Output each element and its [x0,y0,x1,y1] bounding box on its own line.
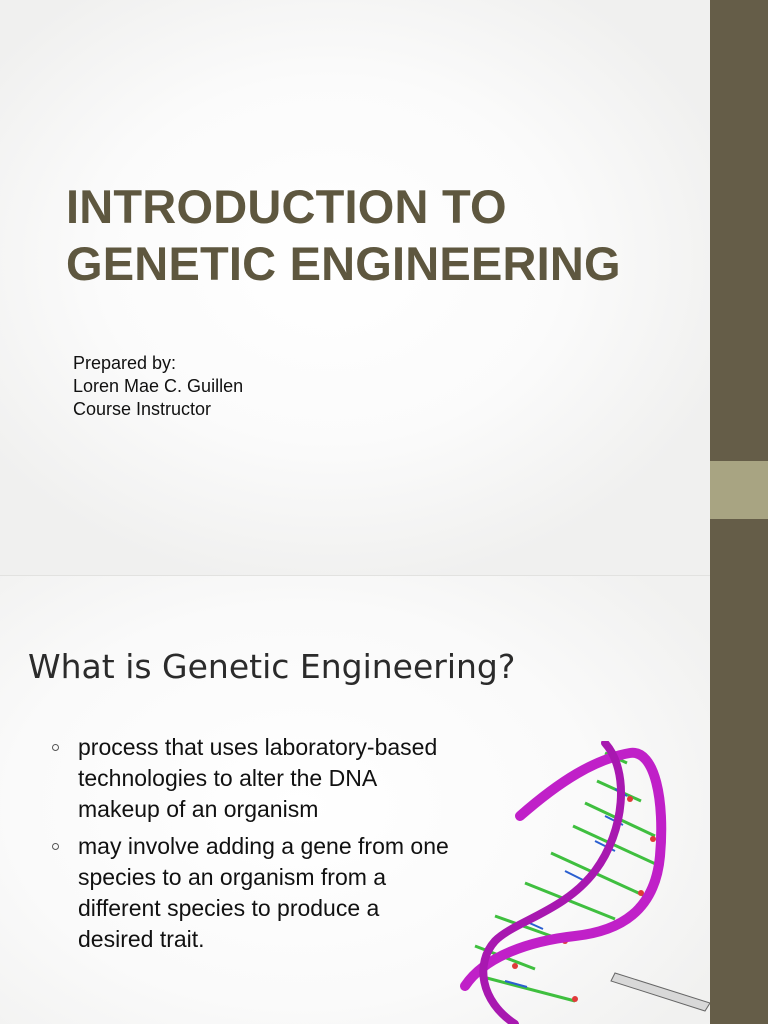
bullet-item [50,831,500,955]
bullet-circle-icon [52,843,59,850]
byline-prepared-by: Prepared by: [73,353,177,373]
slide-title [66,178,696,292]
slide-title-line-1: INTRODUCTION TO [66,180,507,233]
bullet-line: species to an organism from a [78,864,387,890]
bullet-line: different species to produce a [78,895,380,921]
content-slide-title: What is Genetic Engineering? [28,647,516,686]
dna-base-pairs [475,753,660,1001]
bullet-circle-icon [52,744,59,751]
bullet-list [50,732,500,961]
bullet-item [50,732,500,825]
bullet-line: process that uses laboratory-based [78,734,438,760]
bullet-line: may involve adding a gene from one [78,833,449,859]
dna-helix-image [455,741,710,1024]
bullet-line: technologies to alter the DNA [78,765,378,791]
dna-backbone-strand [465,753,661,986]
byline-author: Loren Mae C. Guillen [73,376,244,396]
probe-needle [611,973,710,1011]
byline-role: Course Instructor [73,399,212,419]
byline [73,352,243,421]
slide-title-line-2: GENETIC ENGINEERING [66,237,621,290]
bullet-line: desired trait. [78,926,205,952]
bullet-line: makeup of an organism [78,796,319,822]
sidebar-accent-block [710,461,768,519]
